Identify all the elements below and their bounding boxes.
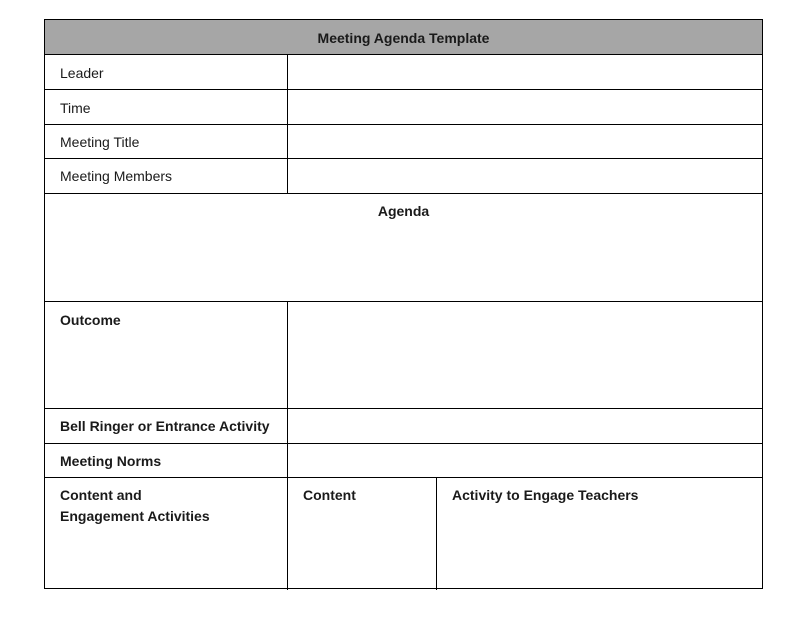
bell-ringer-label-cell bbox=[45, 409, 288, 443]
content-engagement-label-line1: Content and bbox=[60, 487, 142, 503]
content-engagement-label-cell bbox=[45, 478, 288, 590]
time-value-cell[interactable] bbox=[288, 90, 762, 124]
outcome-value-cell[interactable] bbox=[288, 302, 762, 408]
bell-ringer-label: Bell Ringer or Entrance Activity bbox=[60, 418, 270, 434]
meeting-title-value-cell[interactable] bbox=[288, 125, 762, 158]
meeting-members-label: Meeting Members bbox=[60, 168, 173, 184]
time-label: Time bbox=[60, 100, 91, 116]
outcome-row bbox=[45, 302, 762, 409]
content-engagement-label-line2: Engagement Activities bbox=[60, 508, 210, 524]
bell-ringer-row bbox=[45, 409, 762, 444]
leader-label-cell bbox=[45, 55, 288, 89]
meeting-norms-label-cell bbox=[45, 444, 288, 477]
meeting-title-row bbox=[45, 125, 762, 159]
document-title: Meeting Agenda Template bbox=[317, 30, 490, 46]
meeting-title-label-cell bbox=[45, 125, 288, 158]
meeting-norms-label: Meeting Norms bbox=[60, 453, 162, 469]
leader-label: Leader bbox=[60, 65, 104, 81]
meeting-title-label: Meeting Title bbox=[60, 134, 140, 150]
meeting-members-value-cell[interactable] bbox=[288, 159, 762, 193]
activity-label: Activity to Engage Teachers bbox=[452, 487, 639, 503]
content-engagement-row bbox=[45, 478, 762, 590]
outcome-label: Outcome bbox=[60, 312, 121, 328]
meeting-norms-value-cell[interactable] bbox=[288, 444, 762, 477]
table-header-row bbox=[45, 20, 762, 55]
meeting-norms-row bbox=[45, 444, 762, 478]
agenda-heading: Agenda bbox=[377, 203, 430, 219]
leader-value-cell[interactable] bbox=[288, 55, 762, 89]
content-label: Content bbox=[303, 487, 356, 503]
bell-ringer-value-cell[interactable] bbox=[288, 409, 762, 443]
content-cell[interactable] bbox=[288, 478, 437, 590]
meeting-members-row bbox=[45, 159, 762, 194]
time-row bbox=[45, 90, 762, 125]
outcome-label-cell bbox=[45, 302, 288, 408]
time-label-cell bbox=[45, 90, 288, 124]
meeting-members-label-cell bbox=[45, 159, 288, 193]
leader-row bbox=[45, 55, 762, 90]
agenda-table bbox=[44, 19, 763, 589]
activity-cell[interactable] bbox=[437, 478, 762, 590]
agenda-row bbox=[45, 194, 762, 302]
